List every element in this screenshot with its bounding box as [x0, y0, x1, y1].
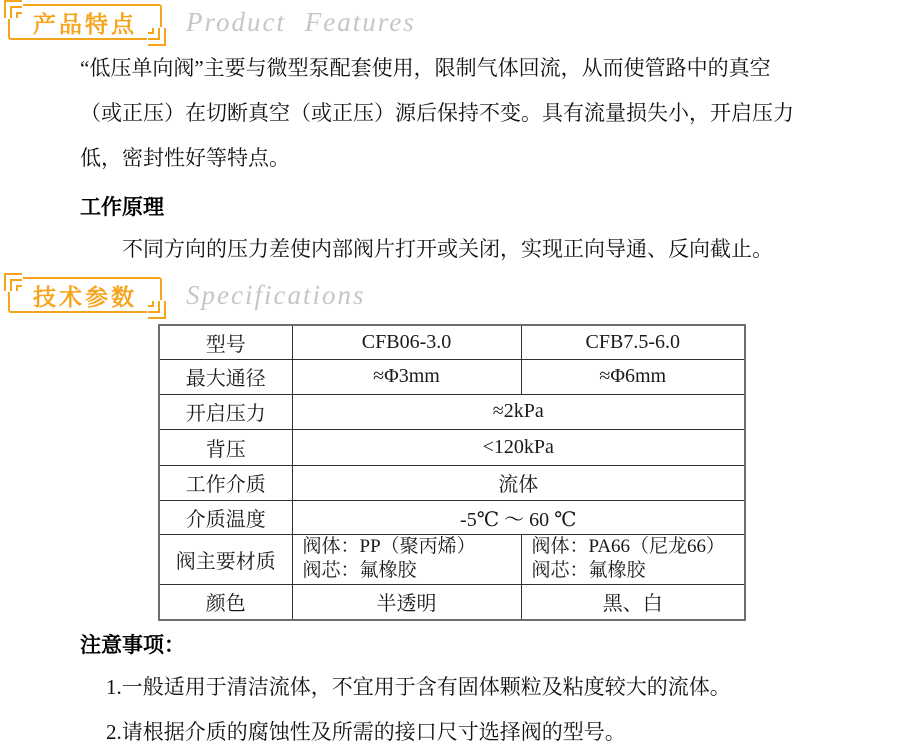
- note-item-1: 1.一般适用于清洁流体，不宜用于含有固体颗粒及粘度较大的流体。: [106, 675, 731, 699]
- notes-heading: 注意事项：: [80, 634, 185, 657]
- section-title-specs: 技术参数: [33, 283, 137, 310]
- cell-model-label: 型号: [159, 325, 292, 359]
- specifications-badge: [8, 277, 162, 313]
- working-principle-text: 不同方向的压力差使内部阀片打开或关闭，实现正向导通、反向截止。: [122, 237, 773, 261]
- table-row-medium-temperature: [159, 500, 745, 534]
- cell-color-1: 半透明: [292, 584, 521, 620]
- intro-paragraph: [80, 46, 794, 181]
- cell-back-pressure-label: 背压: [159, 429, 292, 465]
- cell-opening-pressure-value: ≈2kPa: [292, 394, 745, 429]
- fret-ornament-icon: [3, 272, 23, 292]
- table-row-material: [159, 534, 745, 584]
- intro-line: “低压单向阀”主要与微型泵配套使用，限制气体回流，从而使管路中的真空: [80, 56, 771, 80]
- cell-model-2: CFB7.5-6.0: [521, 325, 745, 359]
- cell-material-2: [521, 534, 745, 584]
- cell-model-1: CFB06-3.0: [292, 325, 521, 359]
- note-item-2: 2.请根据介质的腐蚀性及所需的接口尺寸选择阀的型号。: [106, 720, 626, 744]
- section-subtitle-specs-en: Specifications: [186, 280, 366, 310]
- table-row-opening-pressure: [159, 394, 745, 429]
- cell-opening-pressure-label: 开启压力: [159, 394, 292, 429]
- product-features-badge: [8, 4, 162, 40]
- section-title-features: 产品特点: [33, 10, 137, 37]
- table-row-max-diameter: [159, 359, 745, 394]
- cell-material-label: 阀主要材质: [159, 534, 292, 584]
- cell-material-1: [292, 534, 521, 584]
- table-row-working-medium: [159, 465, 745, 500]
- material-body-line: 阀体：PA66（尼龙66）: [531, 536, 726, 557]
- material-core-line: 阀芯：氟橡胶: [302, 560, 417, 581]
- spec-table: [158, 324, 746, 621]
- intro-line: 低，密封性好等特点。: [80, 146, 290, 170]
- fret-ornament-icon: [147, 300, 167, 320]
- material-core-line: 阀芯：氟橡胶: [531, 560, 646, 581]
- cell-max-diameter-2: ≈Φ6mm: [521, 359, 745, 394]
- cell-working-medium-label: 工作介质: [159, 465, 292, 500]
- cell-back-pressure-value: <120kPa: [292, 429, 745, 465]
- fret-ornament-icon: [147, 27, 167, 47]
- cell-max-diameter-1: ≈Φ3mm: [292, 359, 521, 394]
- table-row-color: [159, 584, 745, 620]
- intro-line: （或正压）在切断真空（或正压）源后保持不变。具有流量损失小，开启压力: [80, 101, 794, 125]
- cell-color-label: 颜色: [159, 584, 292, 620]
- table-row-model: [159, 325, 745, 359]
- section-subtitle-features-en: Product Features: [186, 7, 416, 37]
- material-body-line: 阀体：PP（聚丙烯）: [302, 536, 476, 557]
- cell-working-medium-value: 流体: [292, 465, 745, 500]
- table-row-back-pressure: [159, 429, 745, 465]
- fret-ornament-icon: [3, 0, 23, 19]
- working-principle-heading: 工作原理: [80, 196, 164, 219]
- cell-max-diameter-label: 最大通径: [159, 359, 292, 394]
- cell-medium-temperature-label: 介质温度: [159, 500, 292, 534]
- cell-color-2: 黑、白: [521, 584, 745, 620]
- cell-medium-temperature-value: -5℃ ～ 60 ℃: [292, 500, 745, 534]
